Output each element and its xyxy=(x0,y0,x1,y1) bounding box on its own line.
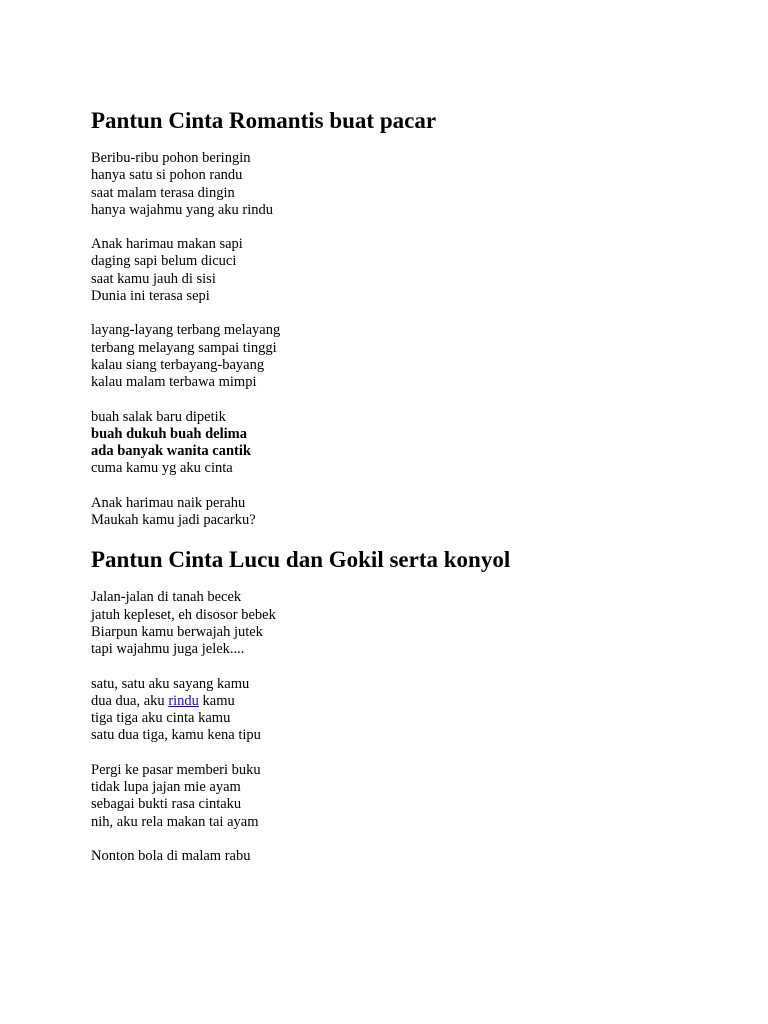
section-lucu xyxy=(91,546,731,865)
poem-line: tiga tiga aku cinta kamu xyxy=(91,710,231,727)
poem-line: Maukah kamu jadi pacarku? xyxy=(91,512,256,529)
document-page xyxy=(91,107,731,882)
poem-line: hanya satu si pohon randu xyxy=(91,167,243,184)
poem-line-bold xyxy=(91,443,731,460)
stanza xyxy=(91,150,731,219)
poem-line: hanya wajahmu yang aku rindu xyxy=(91,201,274,218)
poem-line: Pergi ke pasar memberi buku xyxy=(91,761,261,778)
section-romantis xyxy=(91,107,731,529)
poem-line: sebagai bukti rasa cintaku xyxy=(91,796,242,813)
poem-line: jatuh kepleset, eh disosor bebek xyxy=(91,606,276,623)
stanza xyxy=(91,589,731,658)
poem-line: satu dua tiga, kamu kena tipu xyxy=(91,727,261,744)
poem-line-with-link xyxy=(91,693,731,710)
poem-line-bold xyxy=(91,426,731,443)
section-title: Pantun Cinta Lucu dan Gokil serta konyol xyxy=(91,547,511,573)
poem-line: tidak lupa jajan mie ayam xyxy=(91,779,241,796)
bold-text: buah dukuh buah delima xyxy=(91,425,247,442)
bold-text: ada banyak wanita cantik xyxy=(91,443,251,460)
stanza xyxy=(91,676,731,745)
poem-line: Dunia ini terasa sepi xyxy=(91,288,210,305)
poem-line: layang-layang terbang melayang xyxy=(91,322,281,339)
poem-line: Anak harimau naik perahu xyxy=(91,494,246,511)
poem-line: kalau malam terbawa mimpi xyxy=(91,374,257,391)
poem-line: Biarpun kamu berwajah jutek xyxy=(91,623,263,640)
stanza xyxy=(91,495,731,530)
poem-line: saat kamu jauh di sisi xyxy=(91,270,216,287)
rindu-link[interactable]: rindu xyxy=(168,692,199,709)
line-text-after: kamu xyxy=(198,692,235,709)
poem-line: satu, satu aku sayang kamu xyxy=(91,675,250,692)
poem-line: nih, aku rela makan tai ayam xyxy=(91,813,259,830)
poem-line: tapi wajahmu juga jelek.... xyxy=(91,641,245,658)
poem-line: cuma kamu yg aku cinta xyxy=(91,460,233,477)
stanza xyxy=(91,848,731,865)
stanza xyxy=(91,762,731,831)
poem-line: terbang melayang sampai tinggi xyxy=(91,339,277,356)
line-text-before: dua dua, aku xyxy=(91,692,169,709)
stanza xyxy=(91,409,731,478)
section-title: Pantun Cinta Romantis buat pacar xyxy=(91,108,437,133)
stanza xyxy=(91,322,731,391)
stanza xyxy=(91,236,731,305)
poem-line: Nonton bola di malam rabu xyxy=(91,847,251,864)
poem-line: daging sapi belum dicuci xyxy=(91,253,237,270)
poem-line: Beribu-ribu pohon beringin xyxy=(91,150,251,166)
poem-line: Anak harimau makan sapi xyxy=(91,236,243,253)
poem-line: Jalan-jalan di tanah becek xyxy=(91,589,242,606)
poem-line: kalau siang terbayang-bayang xyxy=(91,356,265,373)
poem-line: buah salak baru dipetik xyxy=(91,408,226,425)
poem-line: saat malam terasa dingin xyxy=(91,184,235,201)
